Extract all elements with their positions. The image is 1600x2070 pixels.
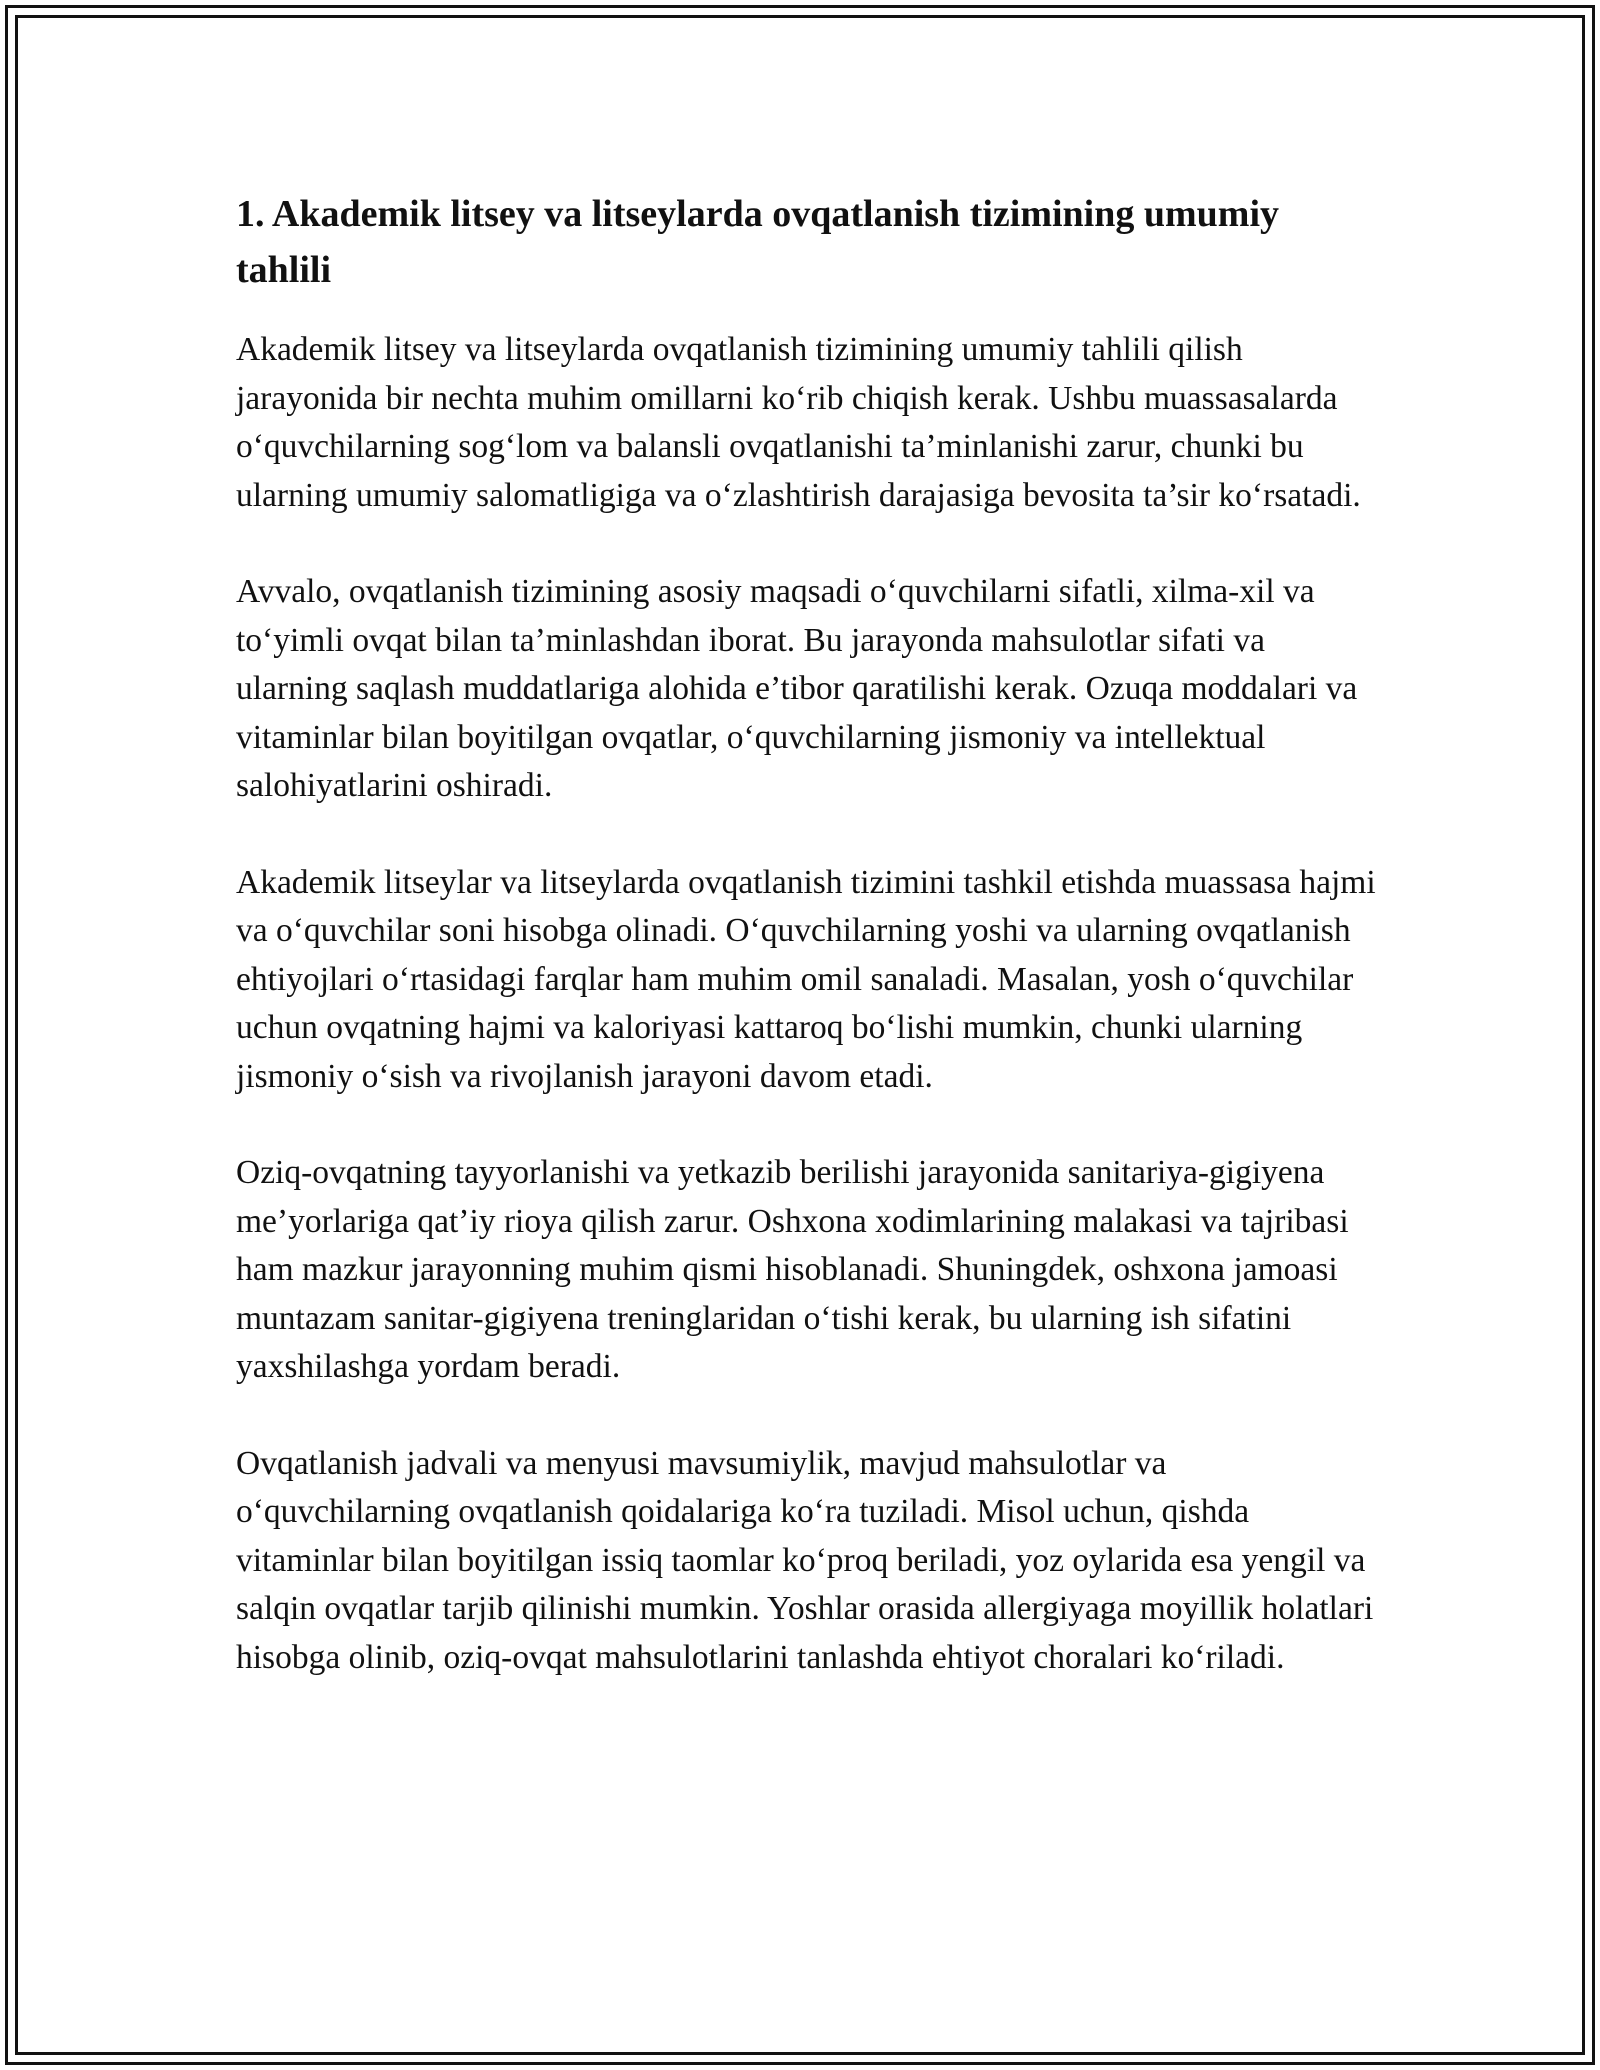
document-body [236, 186, 1376, 1682]
paragraph-1: Akademik litsey va litseylarda ovqatlanish tizimining umumiy tahlili qilish jarayonida bir nechta muhim omillarni ko‘rib chiqish kerak. Ushbu muassasalarda o‘quvchilarning sog‘lom va balansli ovqatlanishi ta’minlanishi zarur, chunki bu ularning umumiy salomatligiga va o‘zlashtirish darajasiga bevosita ta’sir ko‘rsatadi. [236, 331, 1361, 514]
paragraph-2: Avvalo, ovqatlanish tizimining asosiy maqsadi o‘quvchilarni sifatli, xilma-xil va to‘yimli ovqat bilan ta’minlashdan iborat. Bu jarayonda mahsulotlar sifati va ularning saqlash muddatlariga alohida e’tibor qaratilishi kerak. Ozuqa moddalari va vitaminlar bilan boyitilgan ovqatlar, o‘quvchilarning jismoniy va intellektual salohiyatlarini oshiradi. [236, 573, 1358, 804]
section-title: 1. Akademik litsey va litseylarda ovqatlanish tizimining umumiy tahlili [236, 193, 1279, 291]
paragraph-3: Akademik litseylar va litseylarda ovqatlanish tizimini tashkil etishda muassasa hajmi va o‘quvchilar soni hisobga olinadi. O‘quvchilarning yoshi va ularning ovqatlanish ehtiyojlari o‘rtasidagi farqlar ham muhim omil sanaladi. Masalan, yosh o‘quvchilar uchun ovqatning hajmi va kaloriyasi kattaroq bo‘lishi mumkin, chunki ularning jismoniy o‘sish va rivojlanish jarayoni davom etadi. [236, 863, 1376, 1095]
paragraph-4: Oziq-ovqatning tayyorlanishi va yetkazib berilishi jarayonida sanitariya-gigiyena me’yorlariga qat’iy rioya qilish zarur. Oshxona xodimlarining malakasi va tajribasi ham mazkur jarayonning muhim qismi hisoblanadi. Shuningdek, oshxona jamoasi muntazam sanitar-gigiyena treninglaridan o‘tishi kerak, bu ularning ish sifatini yaxshilashga yordam beradi. [236, 1154, 1349, 1385]
paragraph-5: Ovqatlanish jadvali va menyusi mavsumiylik, mavjud mahsulotlar va o‘quvchilarning ovqatlanish qoidalariga ko‘ra tuziladi. Misol uchun, qishda vitaminlar bilan boyitilgan issiq taomlar ko‘proq beriladi, yoz oylarida esa yengil va salqin ovqatlar tarjib qilinishi mumkin. Yoshlar orasida allergiyaga moyillik holatlari hisobga olinib, oziq-ovqat mahsulotlarini tanlashda ehtiyot choralari ko‘riladi. [236, 1444, 1374, 1676]
